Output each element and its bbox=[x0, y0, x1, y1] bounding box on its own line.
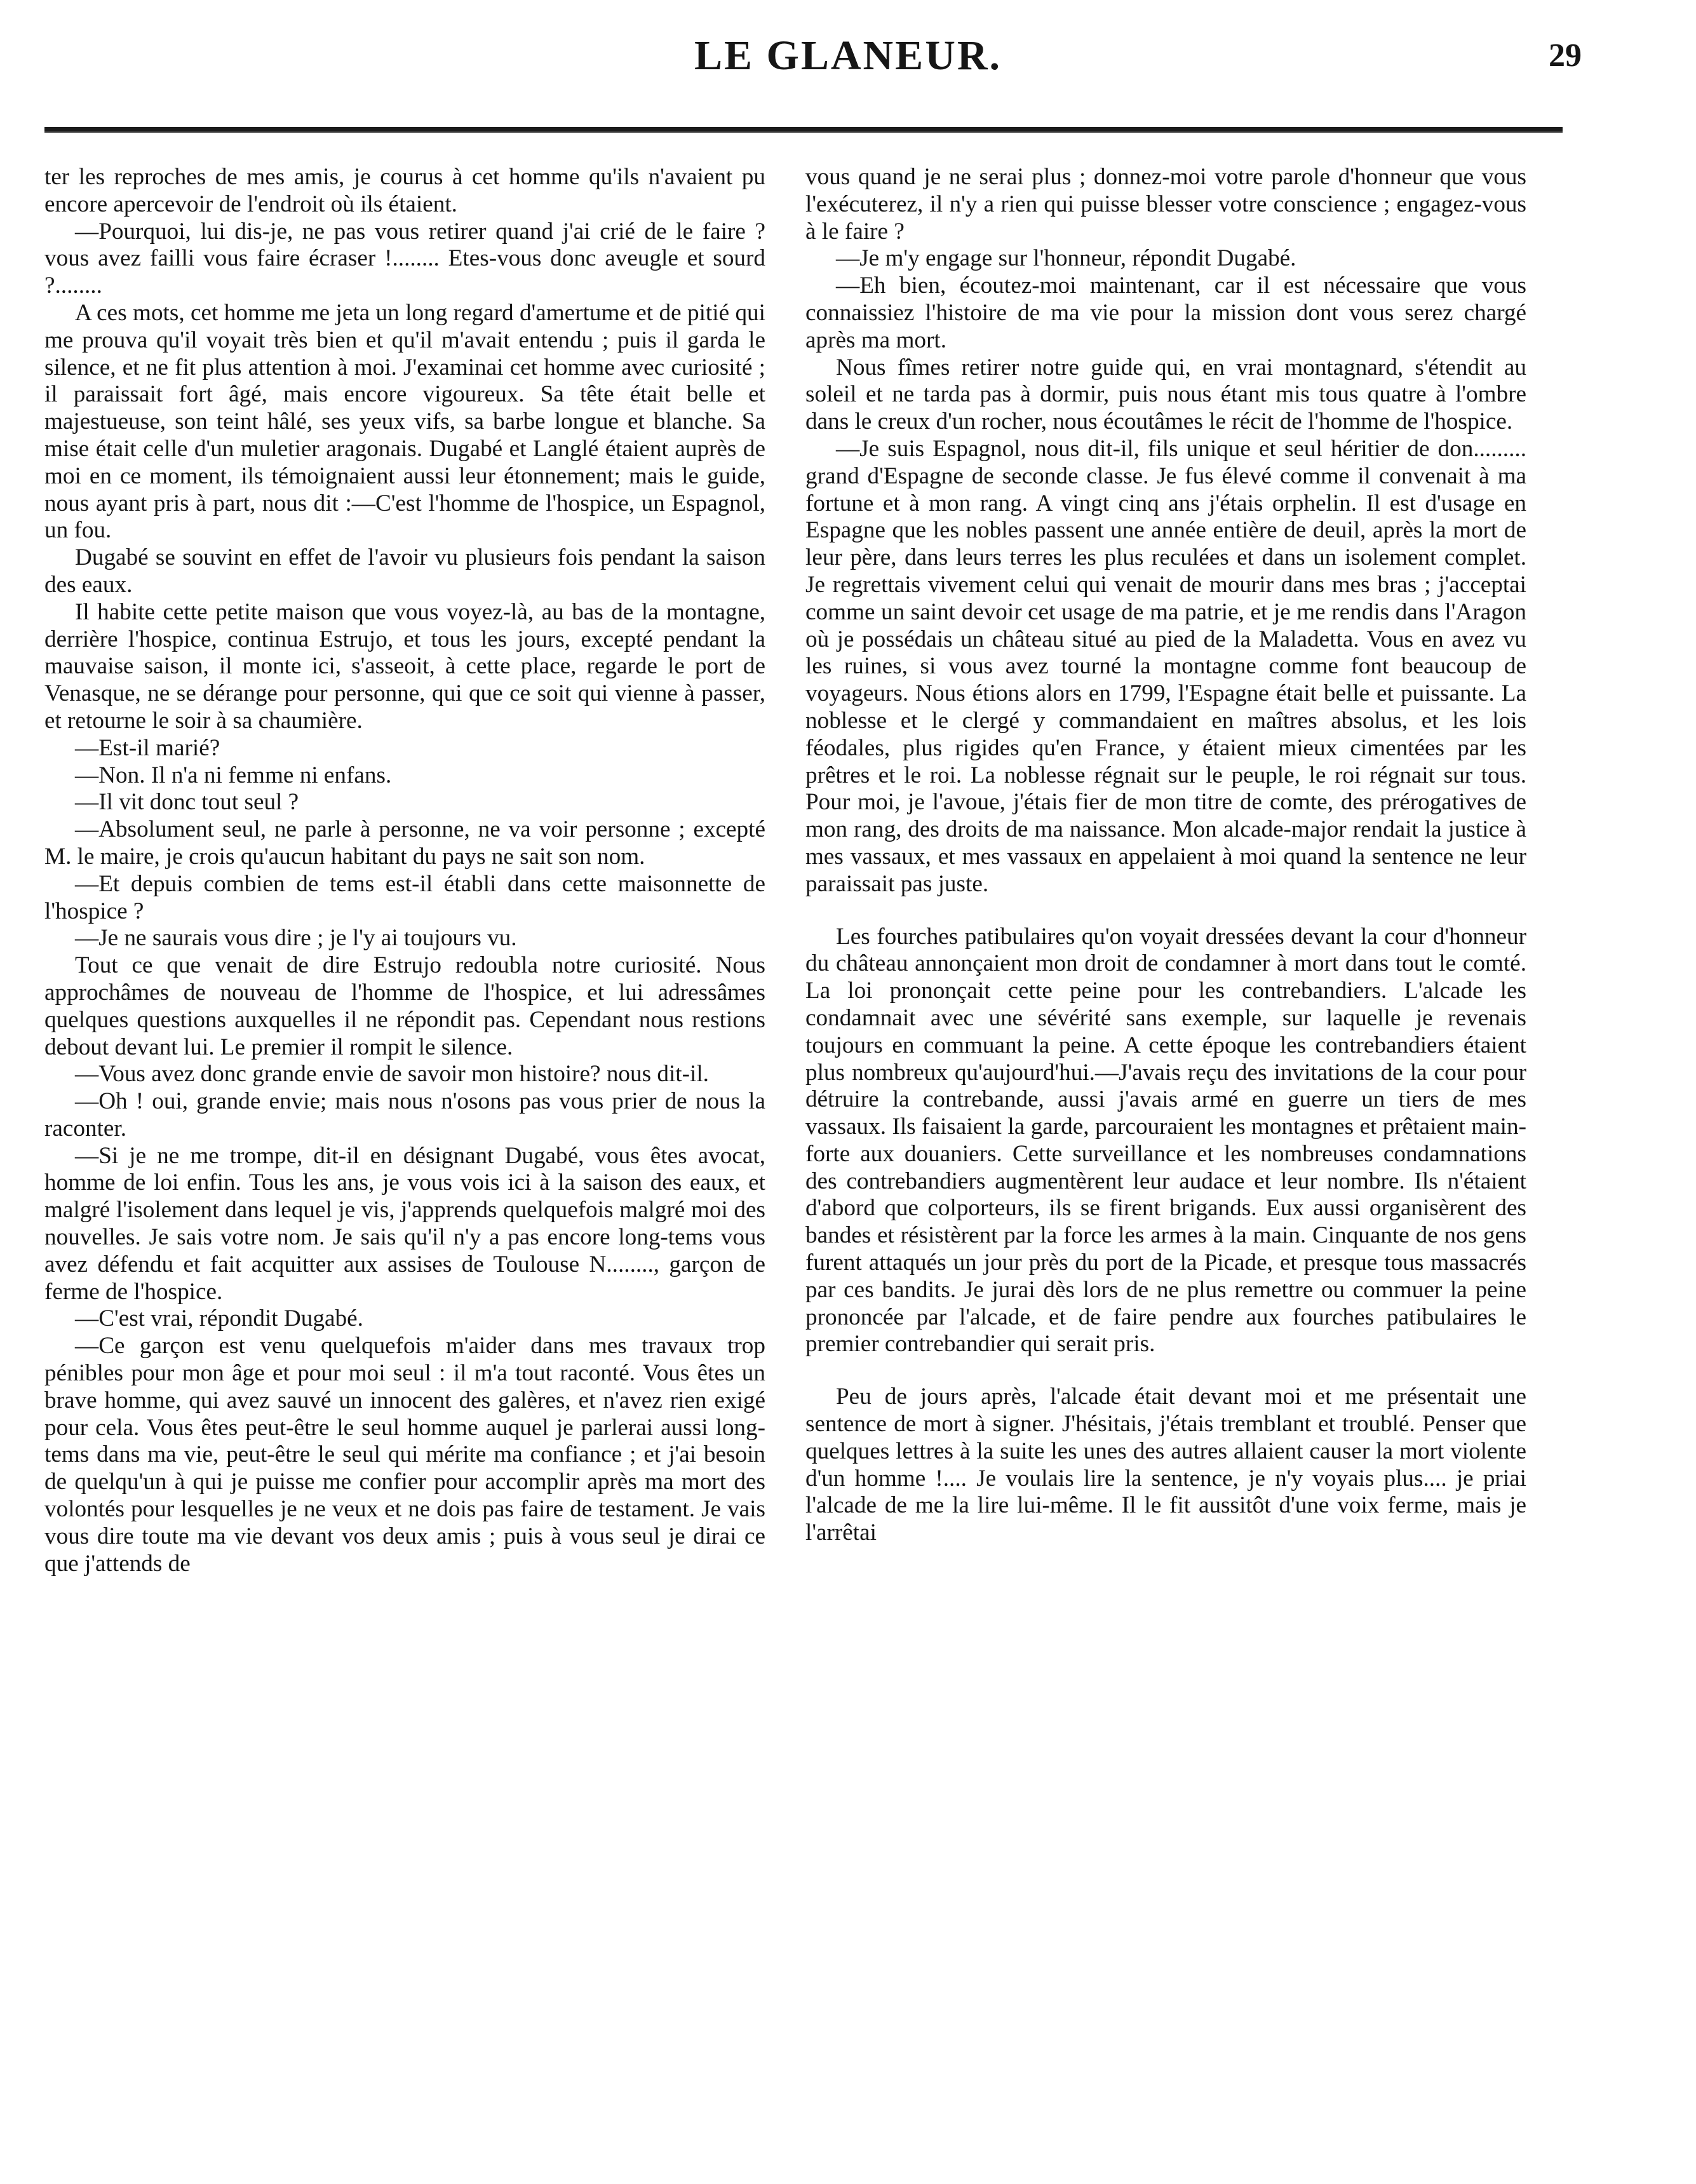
paragraph: Dugabé se souvint en effet de l'avoir vu plusieurs fois pendant la saison des eaux. bbox=[44, 544, 765, 598]
masthead bbox=[0, 30, 1696, 81]
paragraph: —Absolument seul, ne parle à personne, ne va voir personne ; excepté M. le maire, je crois qu'aucun habitant du pays ne sait son nom. bbox=[44, 816, 765, 870]
paragraph: —Pourquoi, lui dis-je, ne pas vous retirer quand j'ai crié de le faire ? vous avez failli vous faire écraser !........ Etes-vous donc aveugle et sourd ?........ bbox=[44, 218, 765, 299]
newspaper-title: LE GLANEUR. bbox=[694, 32, 1002, 79]
paragraph: —Eh bien, écoutez-moi maintenant, car il est nécessaire que vous connaissiez l'histoire de ma vie pour la mission dont vous serez chargé après ma mort. bbox=[805, 273, 1526, 353]
paragraph: —Oh ! oui, grande envie; mais nous n'osons pas vous prier de nous la raconter. bbox=[44, 1088, 765, 1142]
paragraph: ter les reproches de mes amis, je courus à cet homme qu'ils n'avaient pu encore apercevoir de l'endroit où ils étaient. bbox=[44, 164, 765, 217]
right-column bbox=[805, 164, 1526, 2159]
left-column bbox=[44, 164, 765, 2159]
paragraph: —Si je ne me trompe, dit-il en désignant Dugabé, vous êtes avocat, homme de loi enfin. Tous les ans, je vous vois ici à la saison des eaux, et malgré l'isolement dans lequel je vis, j'apprends quelquefois malgré moi des nouvelles. Je sais votre nom. Je sais qu'il n'y a pas encore long-tems vous avez défendu et fait acquitter aux assises de Toulouse N........, garçon de ferme de l'hospice. bbox=[44, 1142, 765, 1305]
paragraph: —Vous avez donc grande envie de savoir mon histoire? nous dit-il. bbox=[75, 1061, 709, 1088]
paragraph: A ces mots, cet homme me jeta un long regard d'amertume et de pitié qui me prouva qu'il voyait très bien et qu'il m'avait entendu ; puis il garda le silence, et ne fit plus attention à moi. J'examinai cet homme avec curiosité ; il paraissait fort âgé, mais encore vigoureux. Sa tête était belle et majestueuse, son teint hâlé, ses yeux vifs, sa barbe longue et blanche. Sa mise était celle d'un muletier aragonais. Dugabé et Langlé étaient auprès de moi en ce moment, ils témoignaient aussi leur étonnement; mais le guide, nous ayant pris à part, nous dit :—C'est l'homme de l'hospice, un Espagnol, un fou. bbox=[44, 299, 765, 544]
paragraph: —Non. Il n'a ni femme ni enfans. bbox=[75, 762, 392, 788]
paragraph: Tout ce que venait de dire Estrujo redoubla notre curiosité. Nous approchâmes de nouveau de l'homme de l'hospice, et lui adressâmes quelques questions auxquelles il ne répondit pas. Cependant nous restions debout devant lui. Le premier il rompit le silence. bbox=[44, 952, 765, 1060]
paragraph: —Je suis Espagnol, nous dit-il, fils unique et seul héritier de don......... grand d'Espagne de seconde classe. Je fus élevé comme il convenait à ma fortune et à mon rang. A vingt cinq ans j'étais orphelin. Il est d'usage en Espagne que les nobles passent une année entière de deuil, après la mort de leur père, dans leurs terres les plus reculées et dans un isolement complet. Je regrettais vivement celui qui venait de mourir dans mes bras ; j'acceptai comme un saint devoir cet usage de ma patrie, et je me rendis dans l'Aragon où je possédais un château situé au pied de la Maladetta. Vous en avez vu les ruines, si vous avez tourné la montagne comme font beaucoup de voyageurs. Nous étions alors en 1799, l'Espagne était belle et puissante. La noblesse et le clergé y commandaient en maîtres absolus, et les lois féodales, plus rigides qu'en France, y étaient mieux cimentées par les prêtres et le roi. La noblesse régnait sur le peuple, le roi régnait sur tous. Pour moi, je l'avoue, j'étais fier de mon titre de comte, des prérogatives de mon rang, des droits de ma naissance. Mon alcade-major rendait la justice à mes vassaux, et mes vassaux en appelaient à moi quand la sentence ne leur paraissait pas juste. bbox=[805, 435, 1526, 897]
paragraph: —Il vit donc tout seul ? bbox=[75, 789, 299, 816]
paragraph: —Est-il marié? bbox=[75, 734, 220, 761]
paragraph: —Je m'y engage sur l'honneur, répondit Dugabé. bbox=[836, 245, 1296, 272]
paragraph: vous quand je ne serai plus ; donnez-moi votre parole d'honneur que vous l'exécuterez, il n'y a rien qui puisse blesser votre conscience ; engagez-vous à le faire ? bbox=[805, 164, 1526, 245]
paragraph: Il habite cette petite maison que vous voyez-là, au bas de la montagne, derrière l'hospice, continua Estrujo, et tous les jours, excepté pendant la mauvaise saison, il monte ici, s'asseoit, à cette place, regarde le port de Venasque, ne se dérange pour personne, qui que ce soit qui vienne à passer, et retourne le soir à sa chaumière. bbox=[44, 598, 765, 734]
paragraph: —Ce garçon est venu quelquefois m'aider dans mes travaux trop pénibles pour mon âge et pour moi seul : il m'a tout raconté. Vous êtes un brave homme, qui avez sauvé un innocent des galères, et n'avez rien exigé pour cela. Vous êtes peut-être le seul homme auquel je parlerai aussi long-tems dans ma vie, peut-être le seul qui mérite ma confiance ; et j'ai besoin de quelqu'un à qui je puisse me confier pour accomplir après ma mort des volontés pour lesquelles je ne veux et ne dois pas faire de testament. Je vais vous dire toute ma vie devant vos deux amis ; puis à vous seul je dirai ce que j'attends de bbox=[44, 1333, 765, 1577]
header-rule bbox=[44, 127, 1563, 133]
paragraph: Peu de jours après, l'alcade était devant moi et me présentait une sentence de mort à signer. J'hésitais, j'étais tremblant et troublé. Penser que quelques lettres à la suite les unes des autres allaient causer la mort violente d'un homme !.... Je voulais lire la sentence, je n'y voyais plus.... je priai l'alcade de me la lire lui-même. Il le fit aussitôt d'une voix ferme, mais je l'arrêtai bbox=[805, 1384, 1526, 1546]
paragraph: —Je ne saurais vous dire ; je l'y ai toujours vu. bbox=[75, 925, 517, 952]
paragraph: Les fourches patibulaires qu'on voyait dressées devant la cour d'honneur du château annonçaient mon droit de condamner à mort dans tout le comté. La loi prononçait cette peine pour les contrebandiers. L'alcade les condamnait avec une sévérité sans exemple, sur laquelle je revenais toujours en commuant la peine. A cette époque les contrebandiers étaient plus nombreux qu'aujourd'hui.—J'avais reçu des invitations de la cour pour détruire la contrebande, aussi j'avais armé en guerre un tiers de mes vassaux. Ils faisaient la garde, parcouraient les montagnes et prêtaient main-forte aux douaniers. Cette surveillance et les nombreuses condamnations des contrebandiers augmentèrent leur audace et leur nombre. Ils n'étaient d'abord que colporteurs, ils se firent brigands. Eux aussi organisèrent des bandes et résistèrent par la force les armes à la main. Cinquante de nos gens furent attaqués un jour près du port de la Picade, et presque tous massacrés par ces bandits. Je jurai dès lors de ne plus remettre ou commuer la peine prononcée par l'alcade, et de faire pendre aux fourches patibulaires le premier contrebandier qui serait pris. bbox=[805, 923, 1526, 1358]
paragraph: —Et depuis combien de tems est-il établi dans cette maisonnette de l'hospice ? bbox=[44, 870, 765, 924]
page-number: 29 bbox=[1549, 37, 1582, 74]
paragraph: Nous fîmes retirer notre guide qui, en vrai montagnard, s'étendit au soleil et ne tarda pas à dormir, puis nous étant mis tous quatre à l'ombre dans le creux d'un rocher, nous écoutâmes le récit de l'homme de l'hospice. bbox=[805, 354, 1526, 435]
paragraph: —C'est vrai, répondit Dugabé. bbox=[75, 1305, 363, 1332]
